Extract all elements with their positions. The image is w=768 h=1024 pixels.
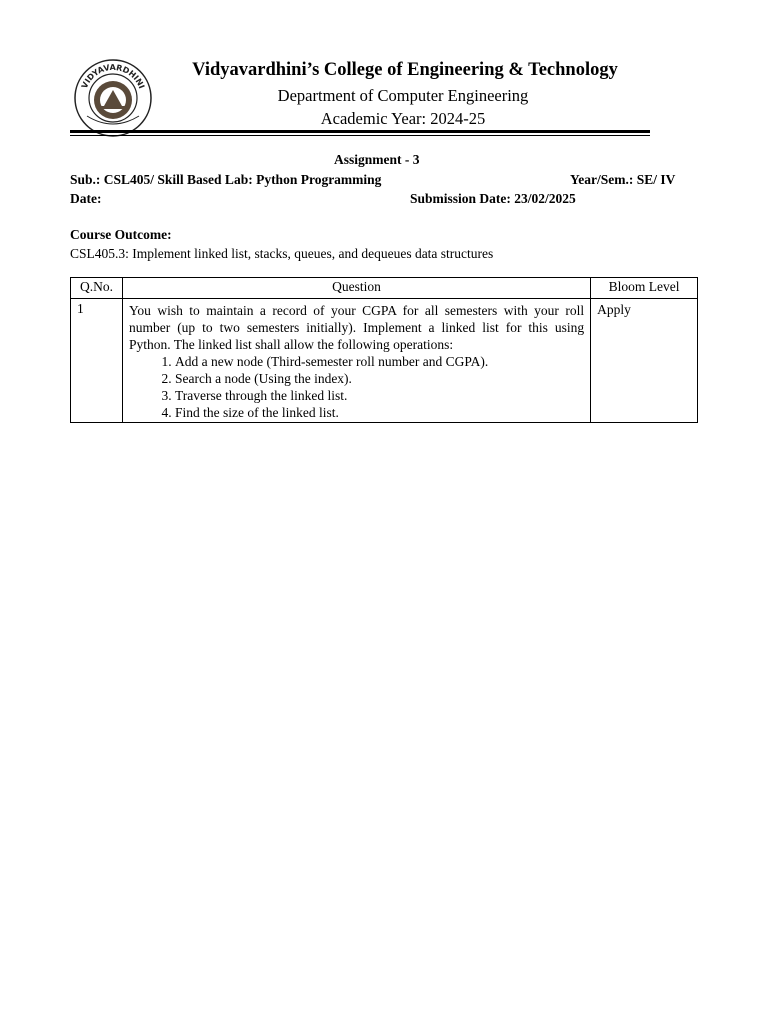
table-row [71, 299, 698, 423]
header-qno: Q.No. [71, 278, 123, 299]
header-question: Question [122, 278, 590, 299]
bloom-level: Apply [591, 299, 698, 423]
question-table [70, 277, 698, 423]
table-header-row [71, 278, 698, 299]
question-number: 1 [71, 299, 123, 423]
header-bloom-level: Bloom Level [591, 278, 698, 299]
list-item: 3. Traverse through the linked list. [175, 387, 584, 404]
list-item: 2. Search a node (Using the index). [175, 370, 584, 387]
academic-year: Academic Year: 2024-25 [320, 109, 486, 128]
svg-text:VIDYAVARDHINI: VIDYAVARDHINI [79, 62, 147, 90]
question-cell [122, 299, 590, 423]
assignment-title: Assignment - 3 [334, 152, 420, 167]
college-name: Vidyavardhini’s College of Engineering & Technology [192, 60, 618, 80]
department-name: Department of Computer Engineering [277, 86, 529, 105]
subject-line: Sub.: CSL405/ Skill Based Lab: Python Programming [70, 172, 382, 187]
header-rule-thin [70, 135, 650, 136]
operations-list [129, 353, 584, 421]
question-text: You wish to maintain a record of your CGPA for all semesters with your roll number (up to two semesters initially). Implement a linked list for this using Python. The linked list shall allow the following operations: [128, 303, 585, 352]
course-outcome-text: CSL405.3: Implement linked list, stacks, queues, and dequeues data structures [70, 246, 494, 261]
list-item: 1. Add a new node (Third-semester roll number and CGPA). [175, 353, 584, 370]
date-label: Date: [70, 191, 102, 206]
submission-date: Submission Date: 23/02/2025 [410, 191, 576, 206]
year-semester: Year/Sem.: SE/ IV [570, 172, 676, 187]
course-outcome-heading: Course Outcome: [70, 227, 172, 242]
header-rule-thick [70, 130, 650, 133]
college-logo [73, 58, 153, 138]
list-item: 4. Find the size of the linked list. [175, 404, 584, 421]
